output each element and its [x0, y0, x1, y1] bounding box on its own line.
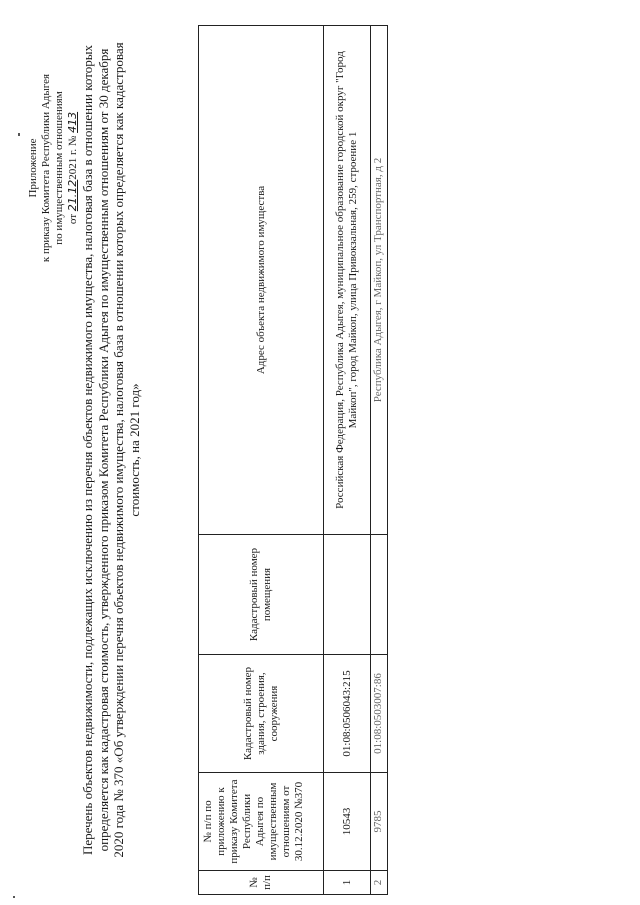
- date-suffix: 2021 г. №: [67, 132, 79, 180]
- cell-building-cadastral: 01:08:0503007:86: [371, 655, 388, 773]
- col-header-appendix-number: № п/п по приложению к приказу Комитета Республики Адыгея по имущественным отношениям от 30.12.2020 №370: [199, 773, 324, 871]
- cell-address: Российская Федерация, Республика Адыгея, муниципальное образование городской округ "Город Майкоп", город Майкоп, улица Привокзальная, 259, строение 1: [324, 26, 371, 535]
- scan-speck: [13, 896, 15, 898]
- col-header-premise-cadastral: Кадастровый номер помещения: [199, 535, 324, 655]
- cell-address: Республика Адыгея, г Майкоп, ул Транспортная, д 2: [371, 26, 388, 535]
- appendix-order-ref: к приказу Комитета Республики Адыгея: [40, 73, 52, 263]
- cell-appendix-number: 10543: [324, 773, 371, 871]
- table-header-row: [199, 26, 324, 895]
- handwritten-order-number: 413: [66, 111, 79, 133]
- cell-number: 2: [371, 871, 388, 895]
- cell-premise-cadastral: [324, 535, 371, 655]
- objects-table: [198, 25, 388, 895]
- appendix-title: Приложение: [27, 138, 39, 198]
- appendix-committee: по имущественным отношениям: [53, 91, 65, 245]
- appendix-date-line: [66, 43, 80, 293]
- col-header-number: № п/п: [199, 871, 324, 895]
- cell-building-cadastral: 01:08:0506043:215: [324, 655, 371, 773]
- handwritten-date: 21.12: [66, 179, 79, 212]
- table-row: [324, 26, 371, 895]
- col-header-address: Адрес объекта недвижимого имущества: [199, 26, 324, 535]
- col-header-building-cadastral: Кадастровый номер здания, строения, сооружения: [199, 655, 324, 773]
- scan-speck: [18, 133, 20, 136]
- cell-appendix-number: 9785: [371, 773, 388, 871]
- table-row: [371, 26, 388, 895]
- document-heading: Перечень объектов недвижимости, подлежащих исключению из перечня объектов недвижимого имущества, налоговая база в отношении которых определяется как кадастровая стоимость, утвержденного приказом Комитета Республики Адыгея по имущественным отношениям от 30 декабря 2020 года № 370 «Об утверждении перечня объектов недвижимого имущества, налоговая база в отношении которых определяется как кадастровая стоимость, на 2021 год»: [80, 42, 142, 858]
- appendix-header: [27, 43, 80, 293]
- cell-premise-cadastral: [371, 535, 388, 655]
- cell-number: 1: [324, 871, 371, 895]
- date-prefix: от: [67, 211, 79, 225]
